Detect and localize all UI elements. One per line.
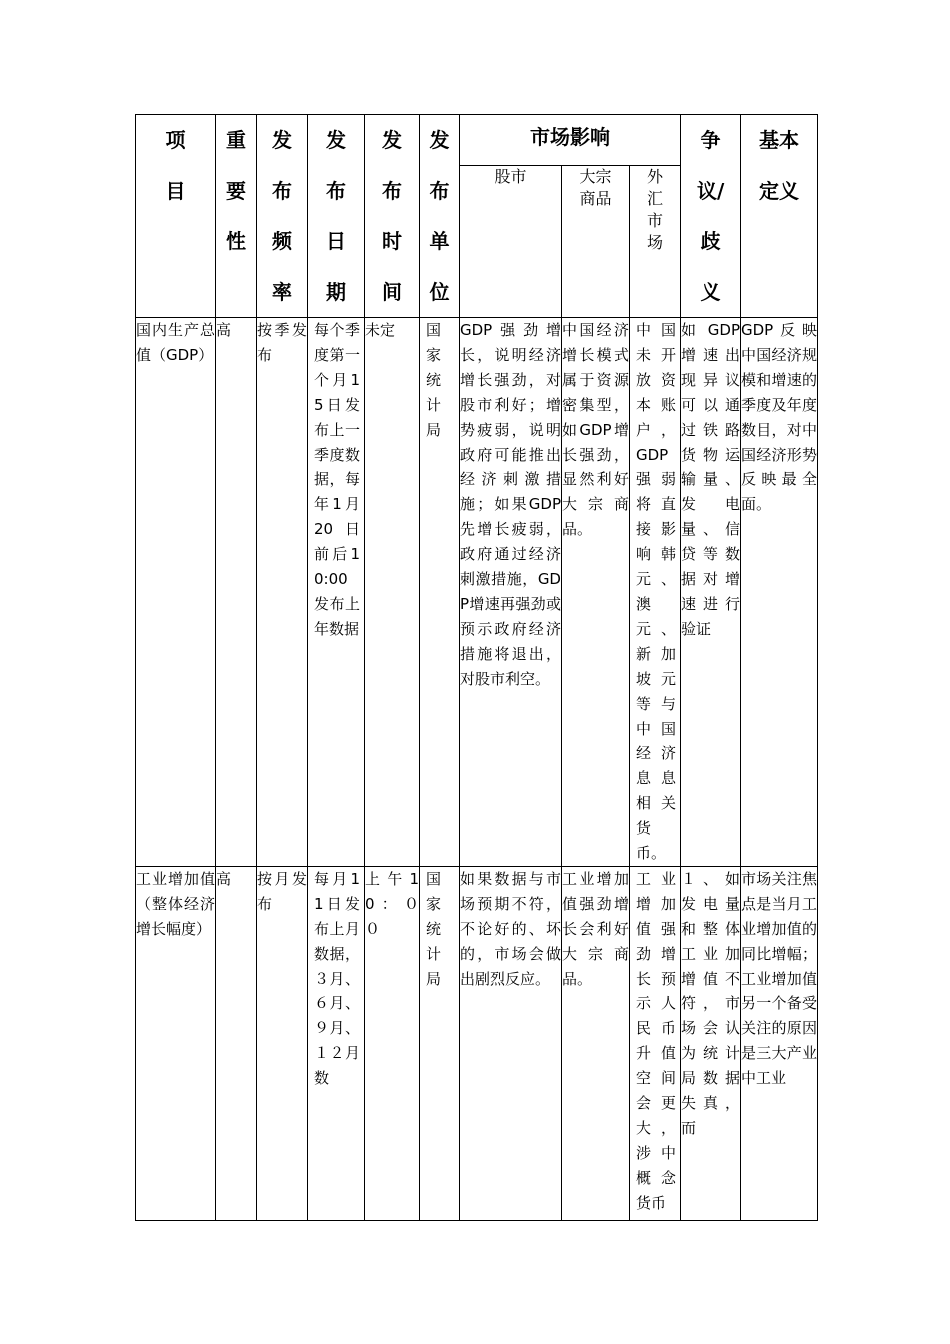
row-item: 国内生产总值（GDP）	[136, 318, 216, 867]
table-row	[136, 318, 818, 867]
economic-indicators-table	[135, 114, 818, 1221]
row-agency: 国家统计局	[420, 866, 460, 1220]
header-fx: 外汇市场	[630, 166, 681, 318]
row-frequency: 按季发布	[257, 318, 308, 867]
row-controversy: 如GDP增速出现异议可以通过铁路货物运输量、发电量、信贷等数据对增速进行验证	[681, 318, 741, 867]
row-frequency: 按月发布	[257, 866, 308, 1220]
header-stock: 股市	[460, 166, 562, 318]
row-stock-impact: 如果数据与市场预期不符，不论好的、坏的，市场会做出剧烈反应。	[460, 866, 562, 1220]
header-date: 发布日期	[308, 115, 365, 318]
row-definition: 市场关注焦点是当月工业增加值的同比增幅；工业增加值另一个备受关注的原因是三大产业中工业	[741, 866, 818, 1220]
header-item: 项目	[136, 115, 216, 318]
header-importance: 重要性	[216, 115, 257, 318]
row-commodity-impact: 工业增加值强劲增长会利好大宗商品。	[562, 866, 630, 1220]
row-importance: 高	[216, 866, 257, 1220]
header-controversy: 争议/歧义	[681, 115, 741, 318]
row-fx-impact: 工业增加值强劲增长预示人民币升值空间会更大，涉中概念货币	[630, 866, 681, 1220]
row-date: 每个季度第一个月15日发布上一季度数据，每年1月20日前后10:00发布上年数据	[308, 318, 365, 867]
row-definition: GDP反映中国经济规模和增速的季度及年度数目，对中国经济形势反映最全面。	[741, 318, 818, 867]
header-commodity: 大宗商品	[562, 166, 630, 318]
header-definition: 基本定义	[741, 115, 818, 318]
row-item: 工业增加值（整体经济增长幅度）	[136, 866, 216, 1220]
header-frequency: 发布频率	[257, 115, 308, 318]
row-fx-impact: 中国未开放资本账户，GDP强弱将直接影响韩元、澳元、新加坡元等与中国经济息息相关货币。	[630, 318, 681, 867]
row-time: 上午10：００	[365, 866, 420, 1220]
row-controversy: １、如发电量和整体工业加增值不符，市场会认为统计局数据失真，而	[681, 866, 741, 1220]
row-commodity-impact: 中国经济增长模式属于资源密集型，如GDP增长强劲，显然利好大宗商品。	[562, 318, 630, 867]
row-time: 未定	[365, 318, 420, 867]
header-market-impact: 市场影响	[460, 115, 681, 166]
row-date: 每月11日发布上月数据，３月、６月、９月、１２月数	[308, 866, 365, 1220]
table-row	[136, 866, 818, 1220]
header-agency: 发布单位	[420, 115, 460, 318]
row-agency: 国家统计局	[420, 318, 460, 867]
header-time: 发布时间	[365, 115, 420, 318]
row-stock-impact: GDP强劲增长，说明经济增长强劲，对股市利好；增势疲弱，说明政府可能推出经济刺激措施；如果GDP先增长疲弱，政府通过经济刺激措施，GDP增速再强劲或预示政府经济措施将退出，对股市利空。	[460, 318, 562, 867]
row-importance: 高	[216, 318, 257, 867]
